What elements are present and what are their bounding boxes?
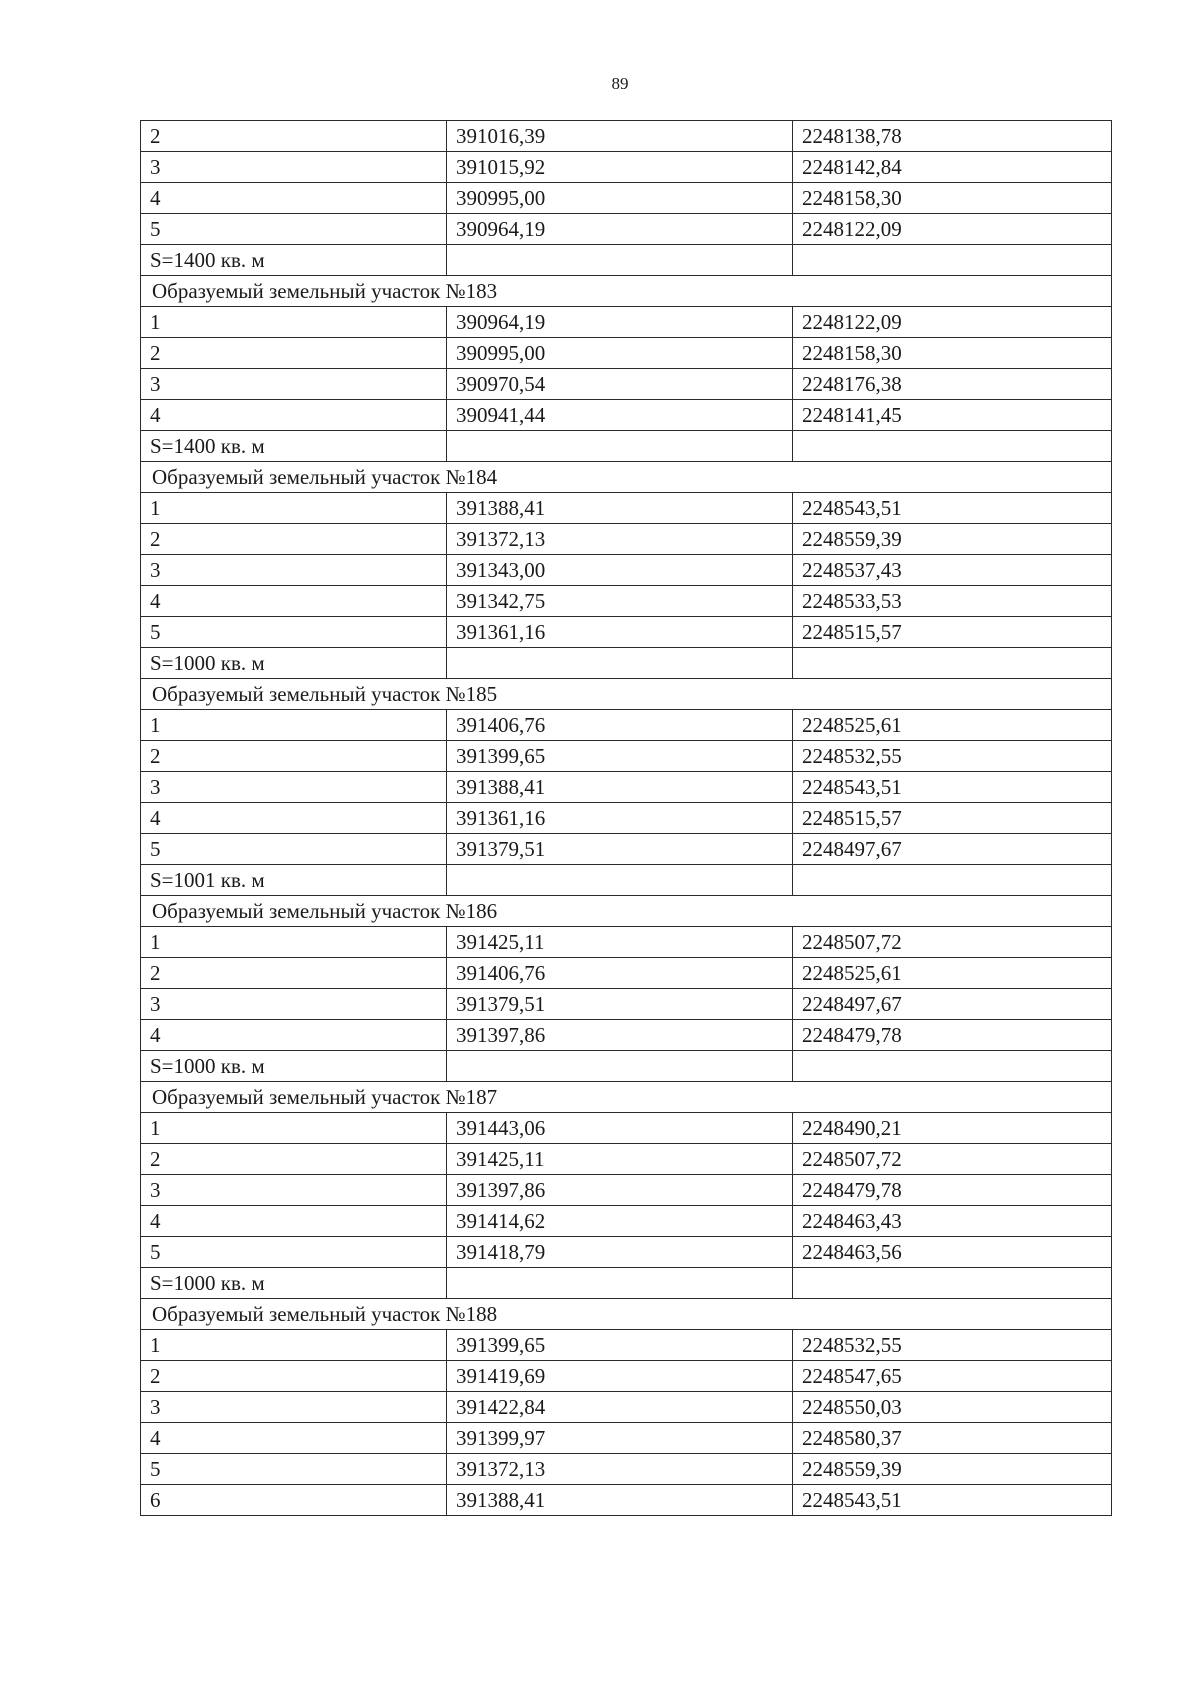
y-coordinate: 2248533,53 [793, 586, 1112, 617]
x-coordinate: 391397,86 [447, 1020, 793, 1051]
point-row [141, 338, 1112, 369]
point-number: 4 [141, 1206, 447, 1237]
empty-cell [793, 1051, 1112, 1082]
point-number: 6 [141, 1485, 447, 1516]
empty-cell [447, 865, 793, 896]
point-row [141, 741, 1112, 772]
empty-cell [447, 245, 793, 276]
point-number: 4 [141, 1020, 447, 1051]
x-coordinate: 391399,65 [447, 741, 793, 772]
y-coordinate: 2248176,38 [793, 369, 1112, 400]
point-row [141, 307, 1112, 338]
x-coordinate: 391016,39 [447, 121, 793, 152]
empty-cell [447, 1268, 793, 1299]
x-coordinate: 391388,41 [447, 493, 793, 524]
point-number: 2 [141, 338, 447, 369]
x-coordinate: 391425,11 [447, 927, 793, 958]
y-coordinate: 2248515,57 [793, 617, 1112, 648]
y-coordinate: 2248532,55 [793, 1330, 1112, 1361]
point-number: 3 [141, 555, 447, 586]
point-number: 5 [141, 214, 447, 245]
point-row [141, 183, 1112, 214]
point-row [141, 214, 1112, 245]
point-row [141, 710, 1112, 741]
y-coordinate: 2248559,39 [793, 1454, 1112, 1485]
parcel-title: Образуемый земельный участок №183 [141, 276, 1112, 307]
point-row [141, 927, 1112, 958]
y-coordinate: 2248497,67 [793, 834, 1112, 865]
empty-cell [793, 245, 1112, 276]
empty-cell [447, 1051, 793, 1082]
y-coordinate: 2248463,43 [793, 1206, 1112, 1237]
empty-cell [793, 648, 1112, 679]
parcel-header-row [141, 276, 1112, 307]
point-number: 5 [141, 1454, 447, 1485]
point-row [141, 586, 1112, 617]
area-value: S=1000 кв. м [141, 1268, 447, 1299]
y-coordinate: 2248580,37 [793, 1423, 1112, 1454]
x-coordinate: 391414,62 [447, 1206, 793, 1237]
parcel-header-row [141, 679, 1112, 710]
y-coordinate: 2248507,72 [793, 1144, 1112, 1175]
point-number: 2 [141, 1361, 447, 1392]
point-row [141, 1485, 1112, 1516]
parcel-header-row [141, 462, 1112, 493]
point-row [141, 834, 1112, 865]
point-number: 3 [141, 152, 447, 183]
point-row [141, 1392, 1112, 1423]
y-coordinate: 2248543,51 [793, 1485, 1112, 1516]
point-number: 5 [141, 617, 447, 648]
point-row [141, 369, 1112, 400]
point-number: 4 [141, 183, 447, 214]
y-coordinate: 2248463,56 [793, 1237, 1112, 1268]
x-coordinate: 391399,65 [447, 1330, 793, 1361]
y-coordinate: 2248515,57 [793, 803, 1112, 834]
y-coordinate: 2248525,61 [793, 958, 1112, 989]
point-number: 4 [141, 400, 447, 431]
empty-cell [793, 865, 1112, 896]
area-value: S=1400 кв. м [141, 245, 447, 276]
y-coordinate: 2248525,61 [793, 710, 1112, 741]
y-coordinate: 2248158,30 [793, 338, 1112, 369]
y-coordinate: 2248122,09 [793, 307, 1112, 338]
parcel-title: Образуемый земельный участок №185 [141, 679, 1112, 710]
point-number: 5 [141, 834, 447, 865]
area-row [141, 1268, 1112, 1299]
area-row [141, 1051, 1112, 1082]
parcel-header-row [141, 1299, 1112, 1330]
point-row [141, 958, 1112, 989]
point-number: 1 [141, 1330, 447, 1361]
point-row [141, 1206, 1112, 1237]
point-number: 1 [141, 307, 447, 338]
empty-cell [793, 431, 1112, 462]
point-row [141, 1113, 1112, 1144]
point-number: 2 [141, 1144, 447, 1175]
point-row [141, 1175, 1112, 1206]
empty-cell [793, 1268, 1112, 1299]
point-row [141, 1144, 1112, 1175]
area-row [141, 865, 1112, 896]
point-number: 4 [141, 1423, 447, 1454]
point-row [141, 1361, 1112, 1392]
point-number: 1 [141, 710, 447, 741]
area-value: S=1000 кв. м [141, 648, 447, 679]
parcel-title: Образуемый земельный участок №187 [141, 1082, 1112, 1113]
parcel-title: Образуемый земельный участок №188 [141, 1299, 1112, 1330]
y-coordinate: 2248138,78 [793, 121, 1112, 152]
y-coordinate: 2248543,51 [793, 772, 1112, 803]
area-value: S=1001 кв. м [141, 865, 447, 896]
x-coordinate: 391388,41 [447, 1485, 793, 1516]
x-coordinate: 391379,51 [447, 989, 793, 1020]
point-number: 2 [141, 741, 447, 772]
parcel-header-row [141, 1082, 1112, 1113]
x-coordinate: 391343,00 [447, 555, 793, 586]
point-row [141, 772, 1112, 803]
x-coordinate: 391372,13 [447, 1454, 793, 1485]
x-coordinate: 390964,19 [447, 307, 793, 338]
x-coordinate: 391388,41 [447, 772, 793, 803]
y-coordinate: 2248507,72 [793, 927, 1112, 958]
empty-cell [447, 431, 793, 462]
area-row [141, 648, 1112, 679]
x-coordinate: 391361,16 [447, 617, 793, 648]
x-coordinate: 391406,76 [447, 958, 793, 989]
point-row [141, 493, 1112, 524]
point-row [141, 989, 1112, 1020]
point-number: 3 [141, 1175, 447, 1206]
x-coordinate: 391379,51 [447, 834, 793, 865]
coordinates-table [140, 120, 1112, 1516]
x-coordinate: 390995,00 [447, 183, 793, 214]
x-coordinate: 391443,06 [447, 1113, 793, 1144]
point-row [141, 1237, 1112, 1268]
point-number: 1 [141, 1113, 447, 1144]
y-coordinate: 2248559,39 [793, 524, 1112, 555]
x-coordinate: 390995,00 [447, 338, 793, 369]
point-number: 1 [141, 493, 447, 524]
point-row [141, 524, 1112, 555]
point-row [141, 1020, 1112, 1051]
x-coordinate: 390941,44 [447, 400, 793, 431]
y-coordinate: 2248532,55 [793, 741, 1112, 772]
empty-cell [447, 648, 793, 679]
area-value: S=1000 кв. м [141, 1051, 447, 1082]
x-coordinate: 390964,19 [447, 214, 793, 245]
x-coordinate: 391399,97 [447, 1423, 793, 1454]
point-row [141, 121, 1112, 152]
point-row [141, 1454, 1112, 1485]
point-number: 2 [141, 524, 447, 555]
area-row [141, 431, 1112, 462]
x-coordinate: 391361,16 [447, 803, 793, 834]
y-coordinate: 2248122,09 [793, 214, 1112, 245]
x-coordinate: 391397,86 [447, 1175, 793, 1206]
y-coordinate: 2248543,51 [793, 493, 1112, 524]
point-number: 5 [141, 1237, 447, 1268]
coordinates-table-body [141, 121, 1112, 1516]
x-coordinate: 391419,69 [447, 1361, 793, 1392]
x-coordinate: 391372,13 [447, 524, 793, 555]
y-coordinate: 2248479,78 [793, 1175, 1112, 1206]
area-value: S=1400 кв. м [141, 431, 447, 462]
y-coordinate: 2248497,67 [793, 989, 1112, 1020]
x-coordinate: 391015,92 [447, 152, 793, 183]
parcel-title: Образуемый земельный участок №184 [141, 462, 1112, 493]
y-coordinate: 2248479,78 [793, 1020, 1112, 1051]
point-row [141, 1330, 1112, 1361]
x-coordinate: 391342,75 [447, 586, 793, 617]
y-coordinate: 2248141,45 [793, 400, 1112, 431]
x-coordinate: 391425,11 [447, 1144, 793, 1175]
y-coordinate: 2248550,03 [793, 1392, 1112, 1423]
page-number: 89 [611, 74, 629, 93]
point-number: 1 [141, 927, 447, 958]
point-row [141, 1423, 1112, 1454]
parcel-title: Образуемый земельный участок №186 [141, 896, 1112, 927]
point-number: 3 [141, 1392, 447, 1423]
point-number: 2 [141, 958, 447, 989]
parcel-header-row [141, 896, 1112, 927]
x-coordinate: 390970,54 [447, 369, 793, 400]
y-coordinate: 2248537,43 [793, 555, 1112, 586]
point-row [141, 400, 1112, 431]
point-number: 3 [141, 989, 447, 1020]
point-number: 4 [141, 803, 447, 834]
point-number: 3 [141, 369, 447, 400]
x-coordinate: 391418,79 [447, 1237, 793, 1268]
point-row [141, 803, 1112, 834]
point-number: 4 [141, 586, 447, 617]
area-row [141, 245, 1112, 276]
x-coordinate: 391406,76 [447, 710, 793, 741]
y-coordinate: 2248158,30 [793, 183, 1112, 214]
point-row [141, 152, 1112, 183]
point-row [141, 555, 1112, 586]
x-coordinate: 391422,84 [447, 1392, 793, 1423]
y-coordinate: 2248142,84 [793, 152, 1112, 183]
y-coordinate: 2248490,21 [793, 1113, 1112, 1144]
point-row [141, 617, 1112, 648]
point-number: 3 [141, 772, 447, 803]
point-number: 2 [141, 121, 447, 152]
y-coordinate: 2248547,65 [793, 1361, 1112, 1392]
